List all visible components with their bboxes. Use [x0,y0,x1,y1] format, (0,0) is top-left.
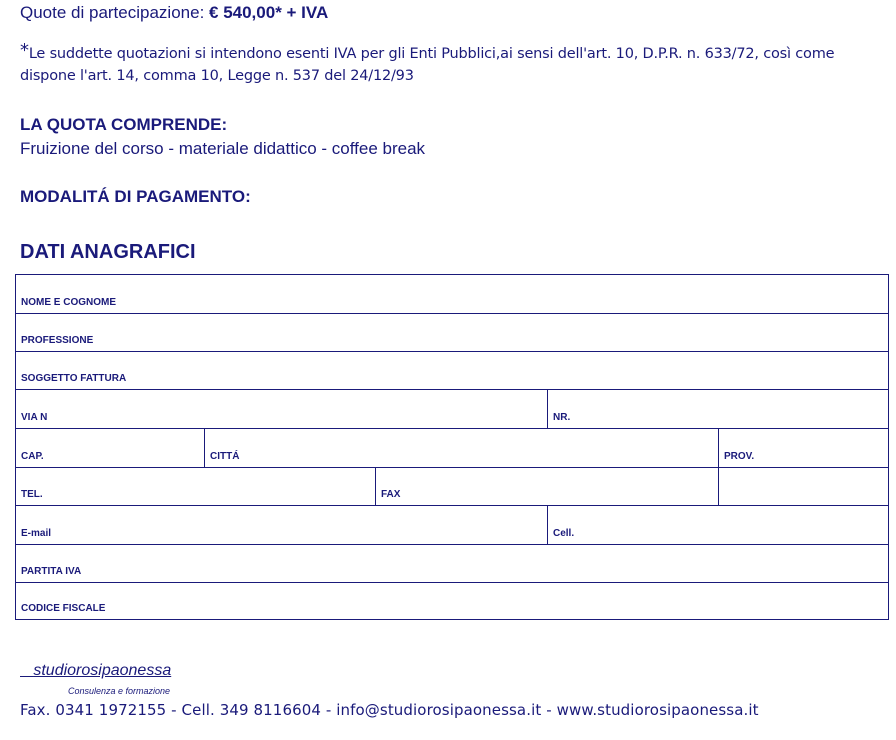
quote-label: Quote di partecipazione: [20,3,210,22]
row-tel [16,468,888,506]
cell-field[interactable] [547,506,888,544]
prov-field[interactable] [718,429,888,467]
tel-label: TEL. [21,489,43,500]
soggetto-label: SOGGETTO FATTURA [21,373,127,384]
footer-contacts: Fax. 0341 1972155 - Cell. 349 8116604 - info@studiorosipaonessa.it - www.studiorosipaonessa.it [20,701,759,719]
cap-field[interactable] [16,429,204,467]
tel-field[interactable] [16,468,375,505]
nome-field[interactable] [16,275,888,313]
professione-field[interactable] [16,314,888,351]
cap-label: CAP. [21,451,44,462]
fax-field[interactable] [375,468,718,505]
note-line-1: Le suddette quotazioni si intendono esenti IVA per gli Enti Pubblici,ai sensi dell'art. 10, D.P.R. n. 633/72, così come [28,46,835,62]
vat-note [20,40,835,87]
via-label: VIA N [21,412,48,423]
row-partita-iva [16,545,888,583]
row-cap [16,429,888,468]
registration-form [15,274,889,620]
fax-label: FAX [381,489,401,500]
brand-tagline: Consulenza e formazione [68,686,171,696]
cell-label: Cell. [553,528,575,539]
partita-iva-label: PARTITA IVA [21,566,82,577]
partita-iva-field[interactable] [16,545,888,582]
soggetto-field[interactable] [16,352,888,389]
codice-fiscale-field[interactable] [16,583,888,619]
via-field[interactable] [16,390,547,428]
nome-label: NOME E COGNOME [21,297,117,308]
professione-label: PROFESSIONE [21,335,94,346]
codice-fiscale-label: CODICE FISCALE [21,603,106,614]
quote-line [20,3,328,23]
form-title: DATI ANAGRAFICI [20,241,196,263]
nr-label: NR. [553,412,571,423]
row-soggetto [16,352,888,390]
includes-text: Fruizione del corso - materiale didattico - coffee break [20,139,426,158]
email-label: E-mail [21,528,52,539]
row-professione [16,314,888,352]
citta-field[interactable] [204,429,718,467]
quote-amount: € 540,00* + IVA [209,3,329,22]
prov-label: PROV. [724,451,755,462]
includes-title: LA QUOTA COMPRENDE: [20,115,228,134]
nr-field[interactable] [547,390,888,428]
payment-title: MODALITÁ DI PAGAMENTO: [20,187,251,206]
citta-label: CITTÁ [210,451,240,462]
extra-field[interactable] [718,468,888,505]
email-field[interactable] [16,506,547,544]
note-star: * [20,40,29,61]
row-codice-fiscale [16,583,888,619]
row-email [16,506,888,545]
note-line-2: dispone l'art. 14, comma 10, Legge n. 537 del 24/12/93 [20,68,414,84]
brand-logo-text [20,662,171,680]
row-via [16,390,888,429]
row-nome [16,275,888,314]
brand-name: studiorosipaonessa [33,662,172,679]
